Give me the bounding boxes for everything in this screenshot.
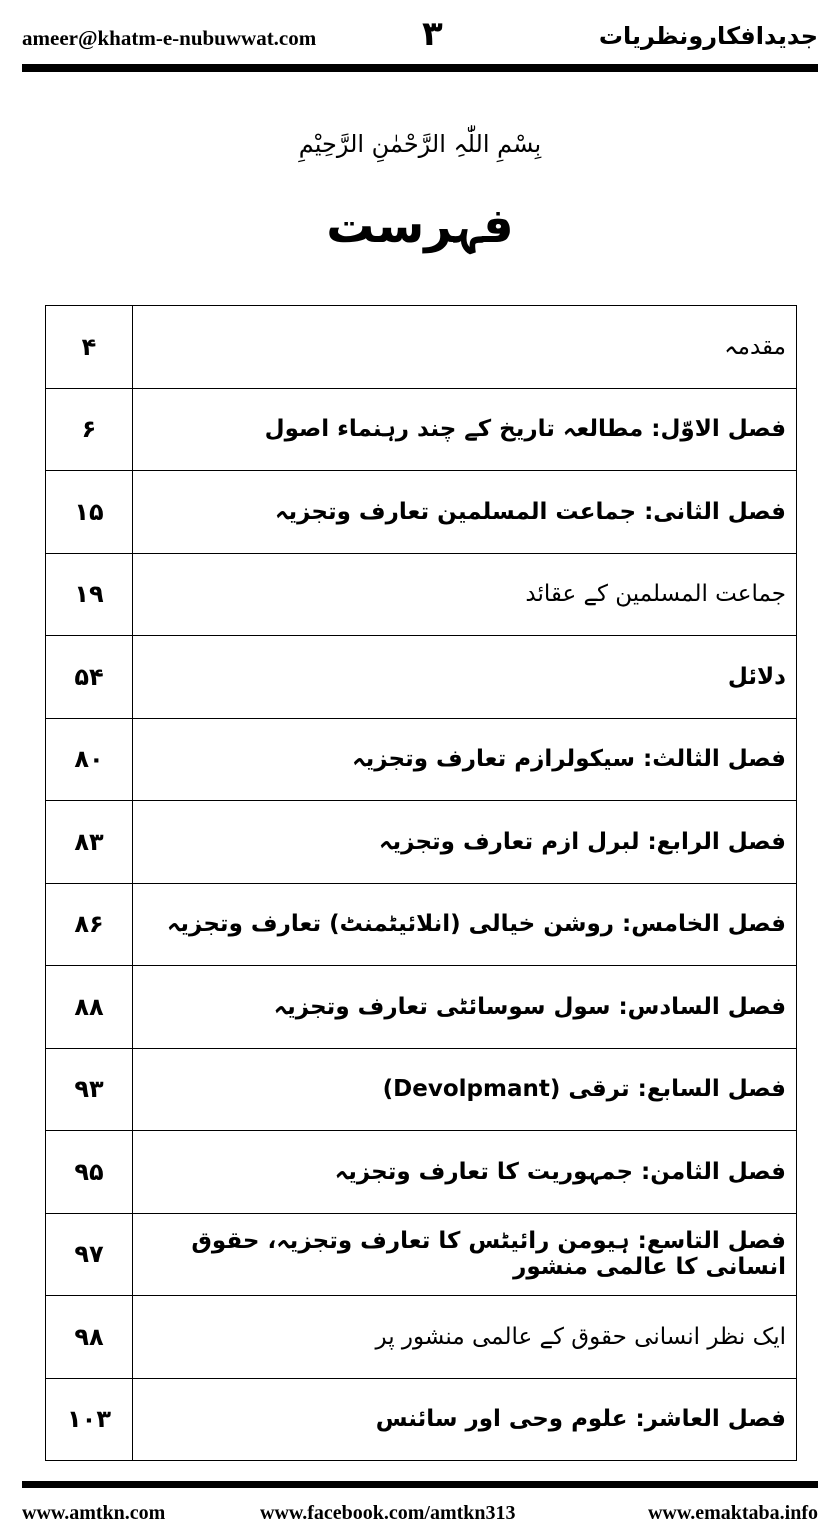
toc-page-number: ۵۴ (46, 636, 133, 719)
header-divider (22, 64, 818, 72)
toc-row (46, 636, 797, 719)
toc-row (46, 471, 797, 554)
toc-page-number: ۹۷ (46, 1213, 133, 1296)
page-header (22, 14, 818, 60)
toc-entry-title: فصل الرابع: لبرل ازم تعارف وتجزیہ (133, 801, 797, 884)
toc-row (46, 388, 797, 471)
toc-row (46, 718, 797, 801)
toc-entry-title: فصل الثالث: سیکولرازم تعارف وتجزیہ (133, 718, 797, 801)
toc-entry-title: فصل التاسع: ہیومن رائیٹس کا تعارف وتجزیہ، حقوق انسانی کا عالمی منشور (133, 1213, 797, 1296)
toc-heading: فہرست (326, 198, 514, 254)
toc-entry-title: ایک نظر انسانی حقوق کے عالمی منشور پر (133, 1296, 797, 1379)
bismillah: بِسْمِ اللّٰہِ الرَّحْمٰنِ الرَّحِیْمِ (298, 130, 542, 158)
book-title: جدیدافکارونظریات (598, 22, 818, 50)
toc-row (46, 553, 797, 636)
toc-page-number: ۹۸ (46, 1296, 133, 1379)
toc-page-number: ۹۵ (46, 1131, 133, 1214)
toc-entry-title: فصل السابع: ترقی (Devolpmant) (133, 1048, 797, 1131)
page-number: ۳ (422, 14, 443, 54)
toc-page-number: ۴ (46, 306, 133, 389)
header-email[interactable]: ameer@khatm-e-nubuwwat.com (22, 26, 317, 50)
toc-row (46, 1131, 797, 1214)
table-of-contents (45, 305, 797, 1461)
toc-row (46, 801, 797, 884)
toc-entry-title: دلائل (133, 636, 797, 719)
toc-entry-title: فصل السادس: سول سوسائٹی تعارف وتجزیہ (133, 966, 797, 1049)
footer-link-amtkn[interactable]: www.amtkn.com (22, 1502, 166, 1524)
toc-page-number: ۸۰ (46, 718, 133, 801)
page-footer (22, 1502, 818, 1532)
toc-row (46, 883, 797, 966)
toc-page-number: ۱۵ (46, 471, 133, 554)
toc-page-number: ۱۹ (46, 553, 133, 636)
toc-page-number: ۱۰۳ (46, 1378, 133, 1461)
footer-link-emaktaba[interactable]: www.emaktaba.info (647, 1502, 818, 1524)
toc-row (46, 1213, 797, 1296)
toc-row (46, 306, 797, 389)
footer-link-facebook[interactable]: www.facebook.com/amtkn313 (260, 1502, 516, 1524)
toc-page-number: ۸۳ (46, 801, 133, 884)
toc-entry-title: فصل الاوّل: مطالعہ تاریخ کے چند رہنماء اصول (133, 388, 797, 471)
toc-page-number: ۶ (46, 388, 133, 471)
toc-page-number: ۸۸ (46, 966, 133, 1049)
toc-entry-title: مقدمہ (133, 306, 797, 389)
toc-entry-title: جماعت المسلمین کے عقائد (133, 553, 797, 636)
toc-entry-title: فصل العاشر: علوم وحی اور سائنس (133, 1378, 797, 1461)
toc-entry-title: فصل الثامن: جمہوریت کا تعارف وتجزیہ (133, 1131, 797, 1214)
toc-row (46, 1296, 797, 1379)
toc-row (46, 966, 797, 1049)
toc-row (46, 1048, 797, 1131)
toc-row (46, 1378, 797, 1461)
toc-page-number: ۸۶ (46, 883, 133, 966)
toc-entry-title: فصل الثانی: جماعت المسلمین تعارف وتجزیہ (133, 471, 797, 554)
footer-divider (22, 1481, 818, 1488)
toc-page-number: ۹۳ (46, 1048, 133, 1131)
toc-entry-title: فصل الخامس: روشن خیالی (انلائیٹمنٹ) تعارف وتجزیہ (133, 883, 797, 966)
